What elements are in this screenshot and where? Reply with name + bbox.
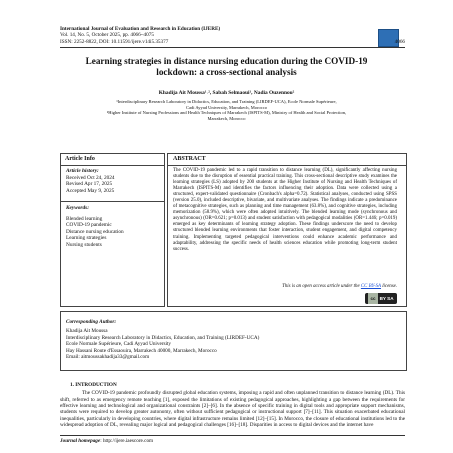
article-history	[66, 168, 161, 194]
corresponding-author	[66, 319, 386, 360]
date-accepted: Accepted May 9, 2025	[66, 187, 115, 194]
author-name: Khadija Ait Moussa	[66, 328, 108, 335]
license-note	[173, 284, 397, 289]
abstract-text: The COVID-19 pandemic led to a rapid transition to distance learning (DL), significantly affecting nursing students due to the disruption of essential practical training. This cross-sectional descriptive study examines the learning strategies (LS) adopted by 200 students at the Higher Institute of Nursing and Health Techniques of Marrakech (ISPITS-M) and identifies the factors influencing their adoption. Data were collected using a structured, expert-validated questionnaire (Cronbach's alpha=0.72). Statistical analyses, conducted using SPSS (version 25.0), included descriptive, bivariate, and multivariate analyses. The findings indicate a predominance of metacognitive strategies, such as planning and time management (63.8%), and cognitive strategies, including memorization (58.9%), which were often adopted intuitively. The blended learning mode (synchronous and asynchronous) (OR=0.621; p=0.013) and student satisfaction with pedagogical modalities (OR=1.446; p=0.019) emerged as key determinants of learning strategy adoption. These findings underscore the need to develop structured blended learning environments that foster interaction, student engagement, and digital competency training. Implementing targeted pedagogical interventions could enhance academic performance and adaptability, addressing the specific needs of health sciences education while promoting long-term student success.	[173, 168, 397, 252]
affiliation-line: Marrakech, Morocco	[207, 115, 246, 121]
journal-name: International Journal of Evaluation and Research in Education (IJERE)	[60, 26, 221, 32]
keyword: COVID-19 pandemic	[66, 222, 112, 228]
footer-rule	[60, 435, 405, 436]
introduction-text: The COVID-19 pandemic profoundly disrupted global education systems, imposing a rapid and often unplanned transition to distance learning (DL). This shift, referred to as emergency remote teaching [1], exposed the limitations of existing pedagogical approaches, highlighting a gap between the requirements for effective learning and technological and organizational constraints [2]–[6]. In the absence of specific training in digital tools and appropriate support mechanisms, students were required to develop greater autonomy, often without sufficient pedagogical or instructional support [7]–[11]. This situation exacerbated educational inequalities, particularly in developing countries, where digital infrastructure remains limited [12]–[15]. In Morocco, the closure of educational institutions led to the widespread adoption of DL, revealing major logical and pedagogical challenges [16]–[18]. Disparities in access to digital devices and the internet have	[60, 390, 405, 429]
keyword: Learning strategies	[66, 235, 107, 241]
history-label: Article history:	[66, 168, 99, 174]
license-suffix: license.	[380, 284, 397, 289]
keywords-section	[66, 205, 161, 248]
affiliations	[80, 99, 373, 121]
affiliation-line: Cadi Ayyad University, Marrakech, Morocco	[185, 104, 268, 110]
keyword: Blended learning	[66, 215, 103, 222]
header-rule	[60, 47, 405, 48]
introduction-section	[60, 382, 405, 428]
article-info-divider	[60, 165, 164, 166]
author-list: Khadija Ait Moussa¹˒², Sabah Selmaoui¹, Nadia Ouzennou²	[158, 90, 295, 96]
keywords-divider	[60, 201, 164, 202]
author-school: Ecole Normale Supérieure, Cadi Ayyad University	[66, 341, 171, 348]
journal-issn: ISSN: 2252-8822, DOI: 10.11591/ijere.v14i5.35377	[60, 38, 169, 45]
creative-commons-icon[interactable]: cc BY SA	[365, 293, 397, 304]
affiliation-line: ²Higher Institute of Nursing Professions and Health Techniques of Marrakech (ISPITS-M), Ministry of Health and Social Protection,	[106, 110, 347, 115]
paper-title: Learning strategies in distance nursing education during the COVID-19 lockdown: a cross-sectional analysis	[85, 56, 368, 77]
homepage-label: Journal homepage	[60, 438, 101, 444]
date-revised: Revised Apr 17, 2025	[66, 181, 113, 187]
page-number: 4066	[394, 39, 405, 45]
author-address: Hay Hassani Route d'Essaouira, Marrakech 40000, Marrakech, Morocco	[66, 347, 217, 354]
journal-header	[60, 26, 405, 45]
homepage-url[interactable]: : http://ijere.iaescore.com	[100, 438, 154, 444]
corresponding-label: Corresponding Author:	[66, 319, 117, 325]
keyword: Nursing students	[66, 241, 102, 248]
author-email[interactable]: Email: aitmoussakhadija33@gmail.com	[66, 354, 150, 361]
license-link[interactable]: CC BY-SA	[360, 284, 381, 289]
author-lab: Interdisciplinary Research Laboratory in Didactics, Education, and Training (LIRDEF-UCA)	[66, 334, 260, 341]
page-footer	[60, 438, 405, 444]
keyword: Distance nursing education	[66, 228, 124, 235]
license-prefix: This is an open access article under the	[282, 284, 361, 289]
cc-badge-text: BY SA	[379, 296, 394, 301]
date-received: Received Oct 24, 2024	[66, 174, 115, 181]
abstract-heading: ABSTRACT	[173, 156, 206, 162]
journal-volume: Vol. 14, No. 5, October 2025, pp. 4066~4075	[60, 32, 154, 39]
abstract-divider	[167, 165, 406, 166]
introduction-heading: 1. INTRODUCTION	[70, 382, 117, 388]
keywords-label: Keywords:	[66, 205, 89, 211]
article-info-heading: Article Info	[65, 156, 95, 162]
affiliation-line: ¹Interdisciplinary Research Laboratory in Didactics, Education, and Training (LIRDEF-UCA), Ecole Normale Supérieure,	[116, 99, 337, 104]
